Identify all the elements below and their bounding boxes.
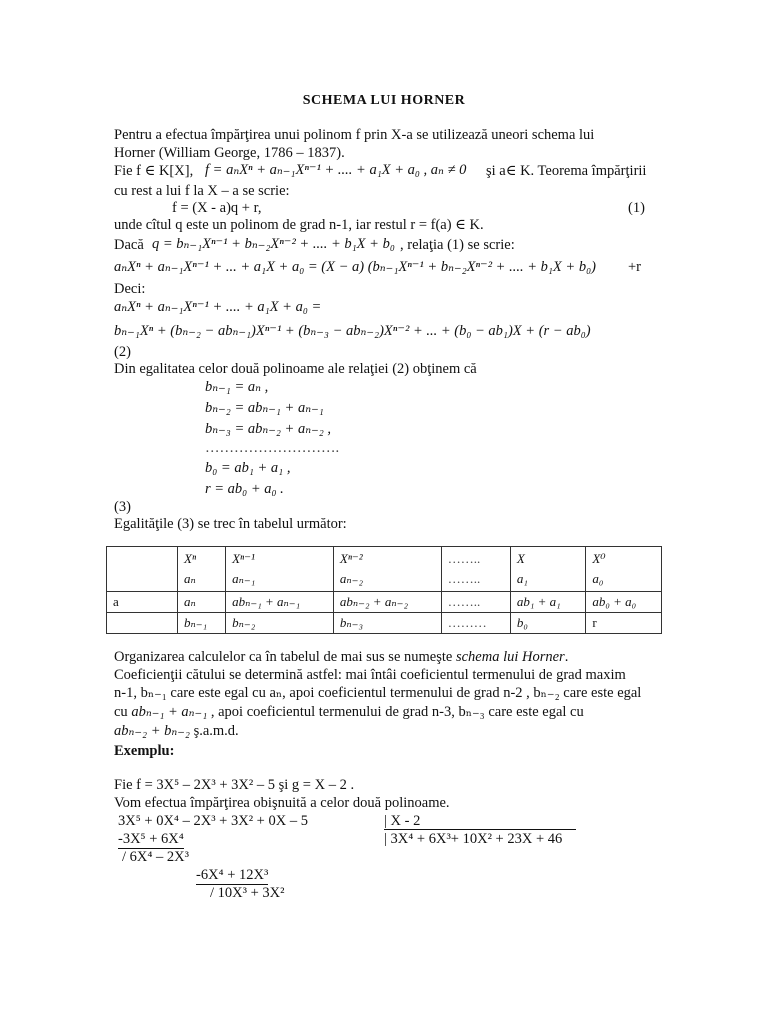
table-cell: b₀ (510, 613, 586, 634)
org-text: , apoi coeficientul termenului de grad n-3, bₙ₋₃ care este egal cu (210, 704, 584, 720)
org-text-end: . (564, 649, 569, 665)
intro-fie-formula: f = aₙXⁿ + aₙ₋₁Xⁿ⁻¹ + .... + a₁X + a₀ , aₙ ≠ 0 (205, 162, 467, 178)
equation-3-number: (3) (114, 499, 131, 515)
table-cell (107, 547, 178, 592)
horner-table (106, 546, 662, 634)
division-line-2: -3X⁵ + 6X⁴ (118, 831, 184, 847)
table-cell (178, 547, 226, 592)
daca-formula: q = bₙ₋₁Xⁿ⁻¹ + bₙ₋₂Xⁿ⁻² + .... + b₁X + b₀ (152, 236, 395, 252)
table-cell (333, 547, 441, 592)
org-text: cu (114, 704, 128, 720)
system-line-1: bₙ₋₁ = aₙ , (205, 379, 269, 395)
division-line-1: 3X⁵ + 0X⁴ – 2X³ + 3X² + 0X – 5 (118, 813, 308, 829)
deci-label: Deci: (114, 281, 146, 297)
intro-line-4: cu rest a lui f la X – a se scrie: (114, 183, 290, 199)
table-row (107, 613, 662, 634)
example-fie: Fie f = 3X⁵ – 2X³ + 3X² – 5 şi g = X – 2 . (114, 777, 355, 793)
table-row (107, 592, 662, 613)
table-cell: aₙ (178, 592, 226, 613)
deci-line-1: aₙXⁿ + aₙ₋₁Xⁿ⁻¹ + .... + a₁X + a₀ = (114, 299, 322, 315)
table-cell: r (586, 613, 662, 634)
coeff-label: aₙ (184, 571, 196, 586)
division-quotient: | 3X⁴ + 6X³+ 10X² + 23X + 46 (384, 831, 563, 847)
table-cell (107, 613, 178, 634)
intro-fie-prefix: Fie f ∈ K[X], (114, 163, 194, 179)
coeff-label: aₙ₋₂ (339, 571, 364, 586)
system-line-5: b₀ = ab₁ + a₁ , (205, 460, 291, 476)
example-vom: Vom efectua împărţirea obişnuită a celor două polinoame. (114, 795, 450, 811)
table-cell: ……… (441, 613, 510, 634)
division-line-5: / 10X³ + 3X² (210, 885, 285, 901)
power-label: Xⁿ⁻² (339, 551, 363, 566)
org-text: Organizarea calculelor ca în tabelul de mai sus se numeşte (114, 649, 456, 665)
page-title: SCHEMA LUI HORNER (302, 93, 466, 108)
intro-line-6: unde cîtul q este un polinom de grad n-1, iar restul r = f(a) ∈ K. (114, 217, 484, 233)
org-text: ş.a.m.d. (193, 723, 239, 739)
power-label: X⁰ (592, 551, 606, 566)
egal-line: Egalităţile (3) se trec în tabelul următor: (114, 516, 347, 532)
coeff-label: aₙ₋₁ (232, 571, 256, 586)
table-cell: abₙ₋₁ + aₙ₋₁ (226, 592, 334, 613)
din-line: Din egalitatea celor două polinoame ale relaţiei (2) obţinem că (114, 361, 477, 377)
deci-line-2: bₙ₋₁Xⁿ + (bₙ₋₂ − abₙ₋₁)Xⁿ⁻¹ + (bₙ₋₃ − abₙ₋₂)Xⁿ⁻² + ... + (b₀ − ab₁)X + (r − ab₀) (114, 323, 591, 339)
table-cell: a (107, 592, 178, 613)
table-cell: ab₀ + a₀ (586, 592, 662, 613)
example-heading: Exemplu: (114, 743, 175, 759)
coeff-label: …….. (447, 571, 481, 586)
org-line-5 (114, 722, 239, 740)
intro-fie-suffix: şi a∈ K. Teorema împărţirii (486, 163, 647, 179)
table-row (107, 547, 662, 592)
power-label: …….. (447, 551, 481, 566)
table-cell (586, 547, 662, 592)
equation-2-number: (2) (114, 344, 131, 360)
org-line-3: n-1, bₙ₋₁ care este egal cu aₙ, apoi coeficientul termenului de grad n-2 , bₙ₋₂ care este egal (114, 685, 642, 701)
power-label: X (516, 551, 525, 566)
relation-formula: aₙXⁿ + aₙ₋₁Xⁿ⁻¹ + ... + a₁X + a₀ = (X − a) (bₙ₋₁Xⁿ⁻¹ + bₙ₋₂Xⁿ⁻² + .... + b₁X + b₀) (114, 259, 596, 275)
org-formula: abₙ₋₁ + aₙ₋₁ (131, 704, 208, 720)
daca-prefix: Dacă (114, 237, 144, 253)
system-line-4: ………………………. (205, 440, 340, 456)
org-emphasis: schema lui Horner (455, 649, 565, 665)
org-line-1 (114, 648, 568, 666)
table-cell: …….. (441, 592, 510, 613)
equation-1-number: (1) (628, 200, 645, 216)
table-cell (226, 547, 334, 592)
equation-1: f = (X - a)q + r, (172, 200, 262, 216)
system-line-6: r = ab₀ + a₀ . (205, 481, 284, 497)
coeff-label: a₀ (592, 571, 604, 586)
table-cell (441, 547, 510, 592)
org-formula: abₙ₋₂ + bₙ₋₂ (114, 723, 190, 739)
daca-suffix: , relaţia (1) se scrie: (400, 237, 515, 253)
intro-line-2: Horner (William George, 1786 – 1837). (114, 145, 345, 161)
system-line-3: bₙ₋₃ = abₙ₋₂ + aₙ₋₂ , (205, 421, 332, 437)
table-cell: bₙ₋₂ (226, 613, 334, 634)
power-label: Xⁿ (184, 551, 197, 566)
intro-line-1: Pentru a efectua împărţirea unui polinom f prin X-a se utilizează uneori schema lui (114, 127, 595, 143)
table-cell: ab₁ + a₁ (510, 592, 586, 613)
table-cell: bₙ₋₃ (333, 613, 441, 634)
org-line-2: Coeficienţii cătului se determină astfel: mai întâi coeficientul termenului de grad maxim (114, 667, 626, 683)
division-line-3: / 6X⁴ – 2X³ (122, 849, 189, 865)
relation-tail: +r (628, 259, 642, 275)
table-cell: abₙ₋₂ + aₙ₋₂ (333, 592, 441, 613)
table-cell: bₙ₋₁ (178, 613, 226, 634)
power-label: Xⁿ⁻¹ (232, 551, 255, 566)
division-divisor: | X - 2 (384, 813, 421, 829)
system-line-2: bₙ₋₂ = abₙ₋₁ + aₙ₋₁ (205, 400, 324, 416)
table-cell (510, 547, 586, 592)
coeff-label: a₁ (516, 571, 528, 586)
org-line-4 (114, 703, 584, 721)
division-line-4: -6X⁴ + 12X³ (196, 867, 269, 883)
